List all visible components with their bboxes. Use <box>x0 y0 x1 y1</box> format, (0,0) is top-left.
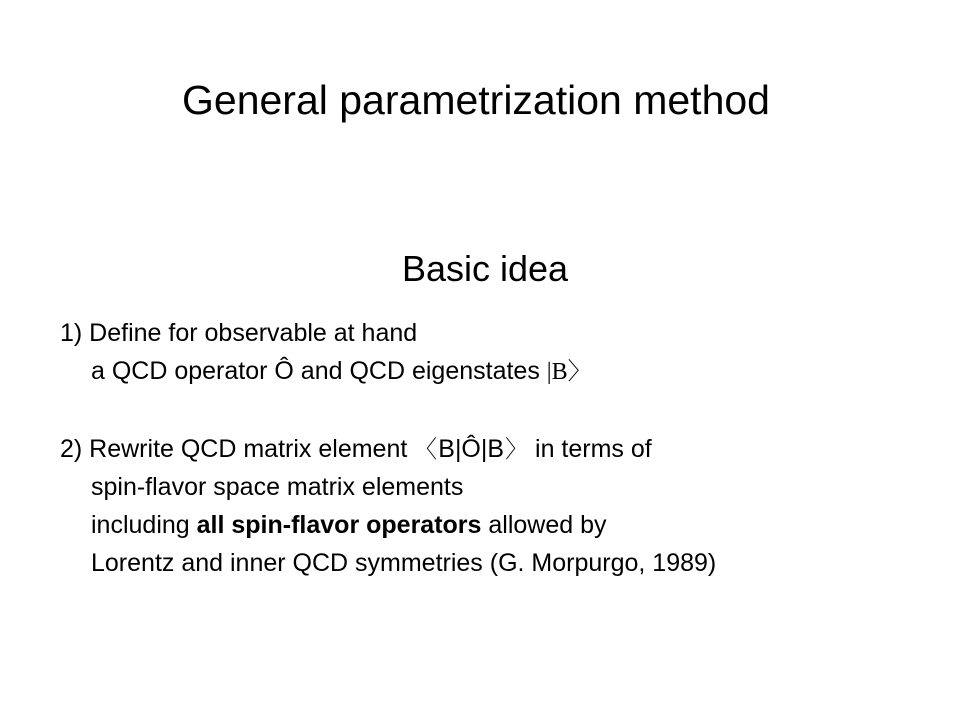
item2-line3 <box>91 509 607 541</box>
item2-line1 <box>60 433 652 466</box>
ket-symbol: 〉 <box>505 437 527 463</box>
item1-line2 <box>91 355 592 388</box>
item2-line3-suffix: allowed by <box>488 511 607 539</box>
bra-symbol: 〈 <box>415 437 438 463</box>
item1-line2-text: a QCD operator Ô and QCD eigenstates <box>91 357 540 385</box>
matrix-element-symbol: B|Ô|B <box>438 435 505 463</box>
item2-line4: Lorentz and inner QCD symmetries (G. Morpurgo, 1989) <box>91 549 717 577</box>
item2-line1-suffix: in terms of <box>535 435 652 463</box>
subtitle-basic-idea: Basic idea <box>401 248 569 289</box>
item2-line2: spin-flavor space matrix elements <box>91 473 464 501</box>
ket-b-symbol: |B〉 <box>546 359 592 385</box>
item2-line3-prefix: including <box>91 511 190 539</box>
item1-line1: 1) Define for observable at hand <box>60 319 418 347</box>
slide-title: General parametrization method <box>182 77 770 123</box>
item2-line1-prefix: 2) Rewrite QCD matrix element <box>60 435 408 463</box>
item2-line3-bold: all spin-flavor operators <box>196 511 482 539</box>
